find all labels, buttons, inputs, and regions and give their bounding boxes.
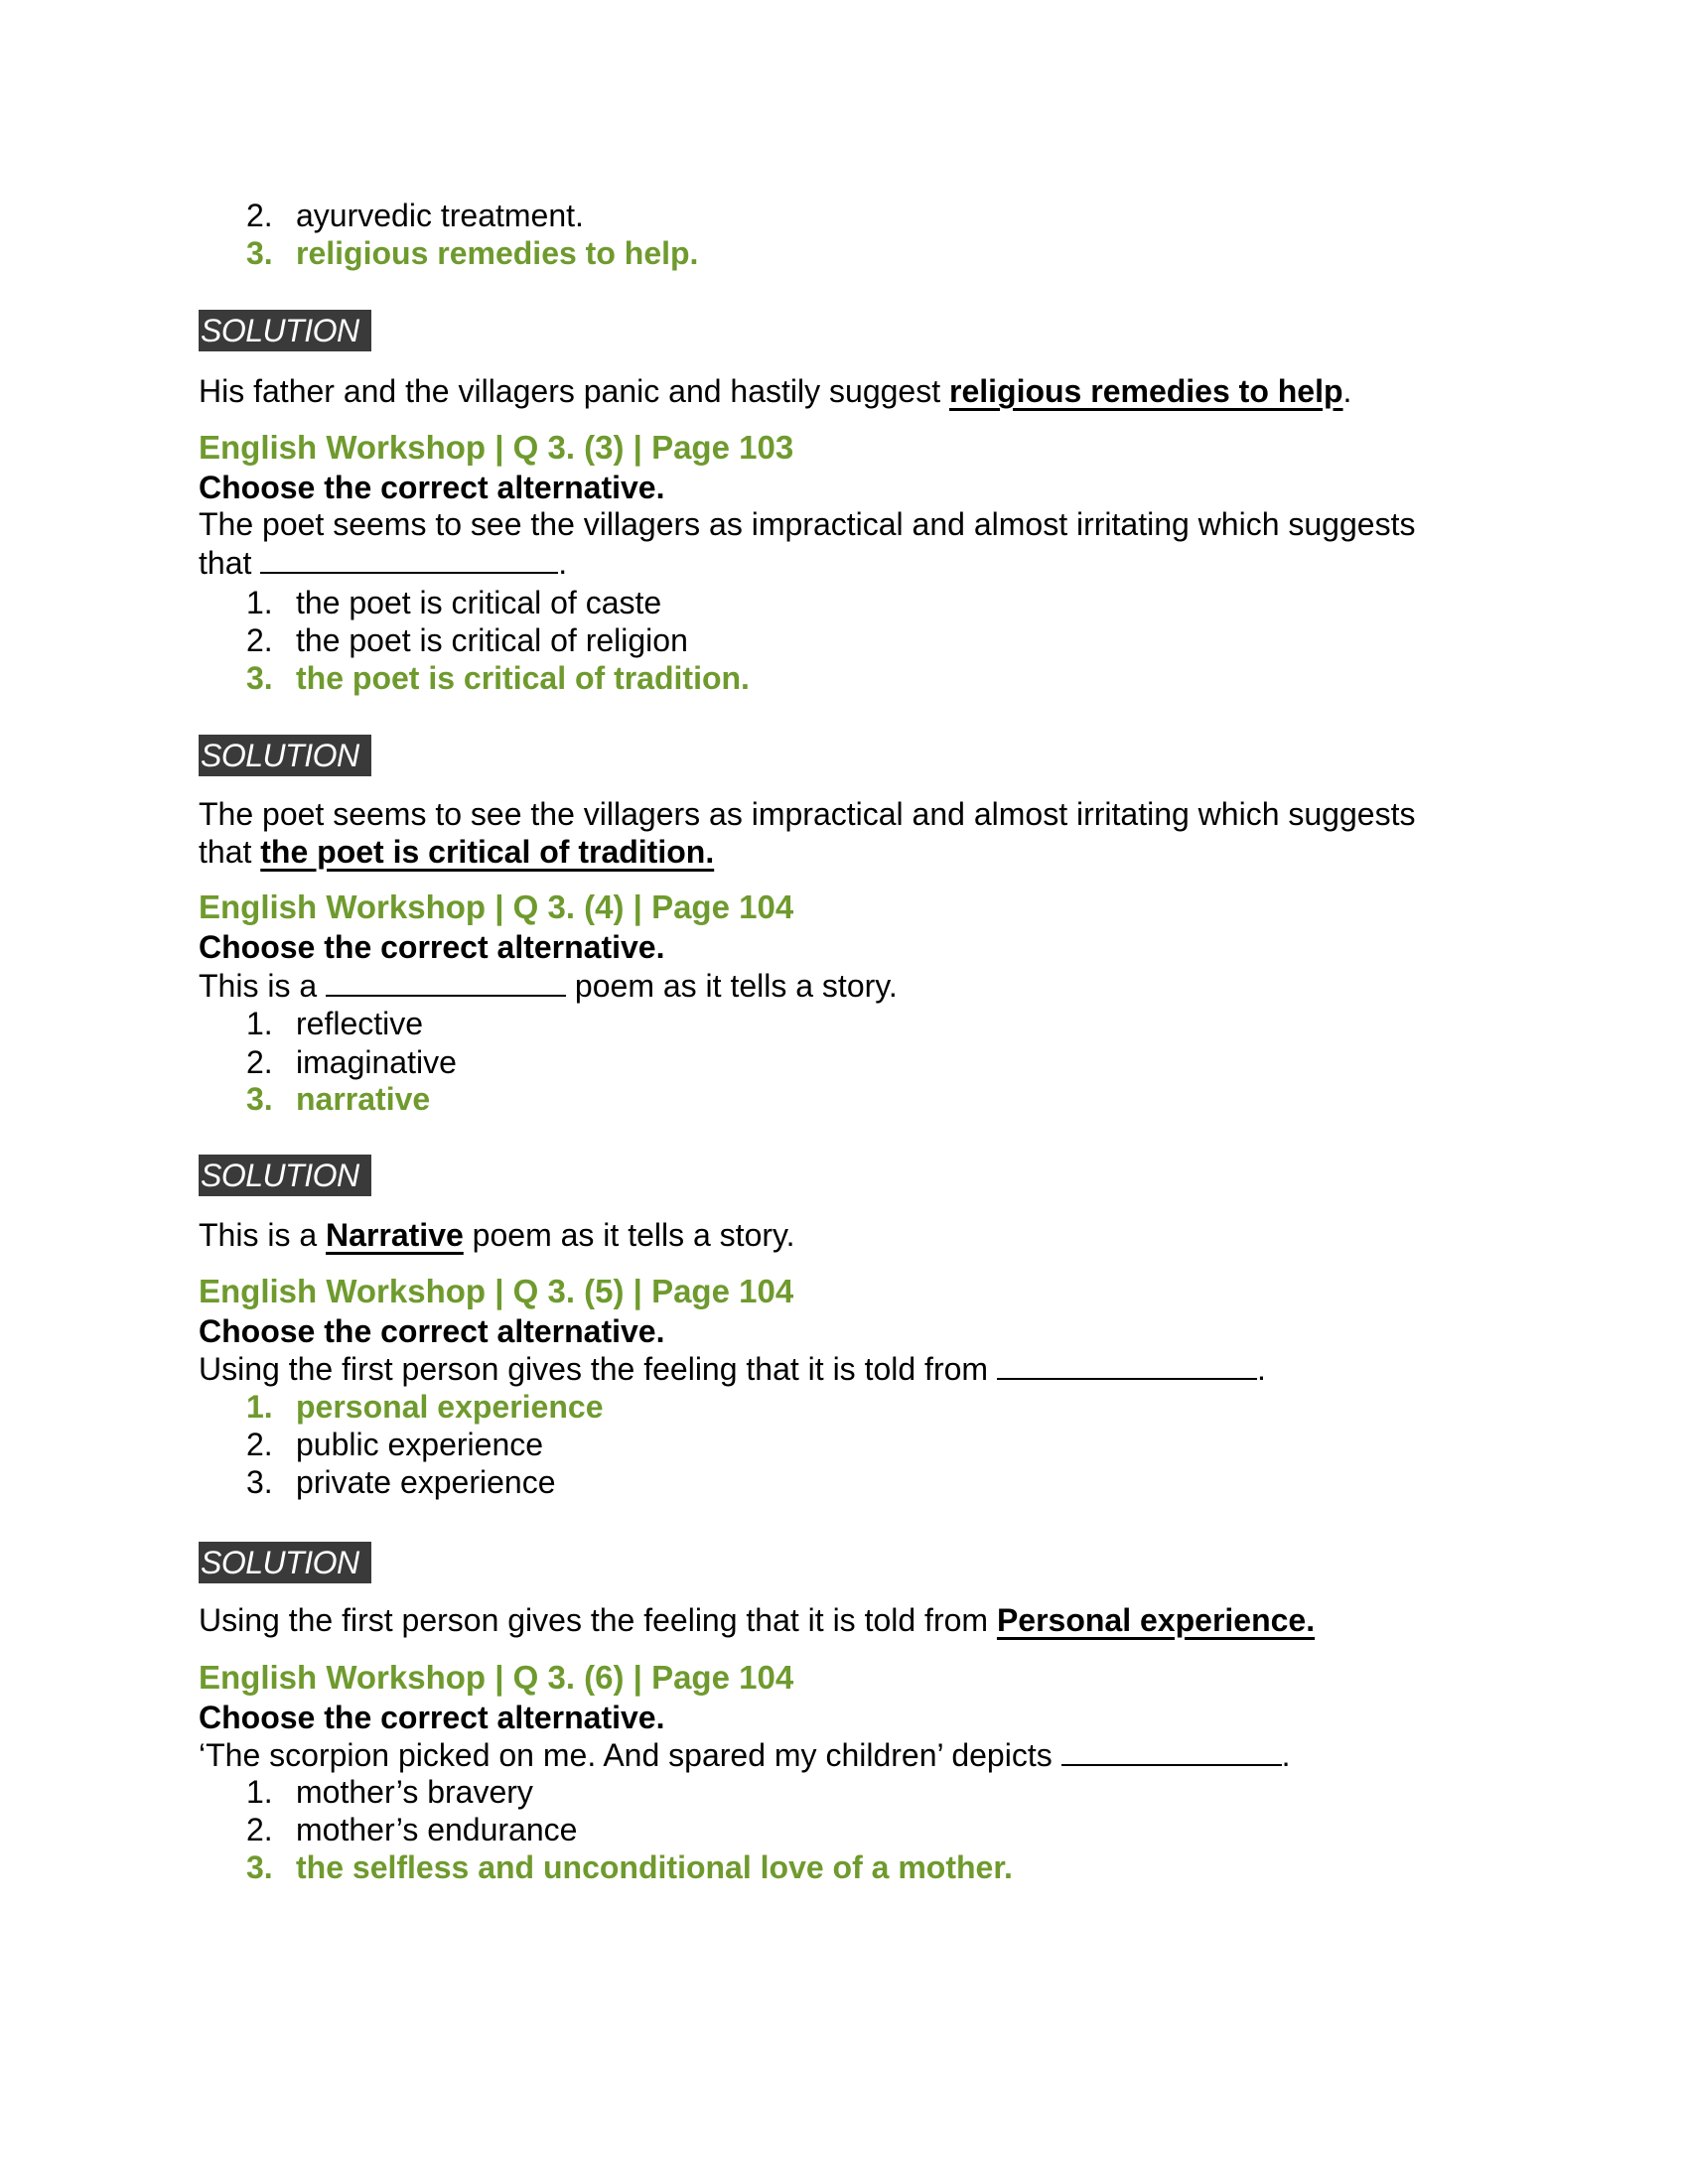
option-3-correct: 3. the selfless and unconditional love of a mother. bbox=[246, 1849, 1013, 1885]
solution-answer: Personal experience. bbox=[996, 1602, 1316, 1638]
question-text: This is a poem as it tells a story. bbox=[199, 965, 1509, 1006]
option-2: 2. public experience bbox=[246, 1427, 544, 1462]
solution-label: SOLUTION bbox=[199, 310, 371, 351]
option-2: 2. imaginative bbox=[246, 1044, 457, 1080]
option-1: 1. reflective bbox=[246, 1006, 424, 1041]
option-2: 2. the poet is critical of religion bbox=[246, 622, 688, 658]
solution-text: This is a Narrative poem as it tells a story. bbox=[199, 1217, 795, 1253]
solution-text: His father and the villagers panic and hastily suggest religious remedies to help. bbox=[199, 373, 1352, 409]
option-3-correct: 3. the poet is critical of tradition. bbox=[246, 660, 750, 696]
option-1: 1. the poet is critical of caste bbox=[246, 585, 662, 620]
option-1-correct: 1. personal experience bbox=[246, 1389, 604, 1425]
solution-answer: the poet is critical of tradition. bbox=[260, 834, 715, 870]
option-1: 1. mother’s bravery bbox=[246, 1774, 533, 1810]
question-heading: English Workshop | Q 3. (3) | Page 103 bbox=[199, 429, 794, 466]
option-3-correct: 3. religious remedies to help. bbox=[246, 235, 699, 271]
solution-label: SOLUTION bbox=[199, 1155, 371, 1196]
option-3: 3. private experience bbox=[246, 1464, 556, 1500]
solution-label: SOLUTION bbox=[199, 1542, 371, 1583]
solution-text: Using the first person gives the feeling that it is told from Personal experience. bbox=[199, 1602, 1316, 1638]
solution-answer: Narrative bbox=[326, 1217, 464, 1253]
instruction: Choose the correct alternative. bbox=[199, 1313, 665, 1349]
option-2: 2. mother’s endurance bbox=[246, 1812, 578, 1847]
question-heading: English Workshop | Q 3. (4) | Page 104 bbox=[199, 888, 794, 925]
solution-text-cont: that the poet is critical of tradition. bbox=[199, 834, 715, 870]
instruction: Choose the correct alternative. bbox=[199, 929, 665, 965]
answer-blank bbox=[1061, 1734, 1282, 1766]
solution-label: SOLUTION bbox=[199, 735, 371, 776]
answer-blank bbox=[326, 965, 566, 997]
question-heading: English Workshop | Q 3. (6) | Page 104 bbox=[199, 1659, 794, 1696]
answer-blank bbox=[997, 1348, 1257, 1380]
instruction: Choose the correct alternative. bbox=[199, 1700, 665, 1735]
option-2: 2. ayurvedic treatment. bbox=[246, 198, 584, 233]
question-text: The poet seems to see the villagers as impractical and almost irritating which suggests bbox=[199, 506, 1416, 542]
answer-blank bbox=[260, 542, 558, 574]
question-heading: English Workshop | Q 3. (5) | Page 104 bbox=[199, 1273, 794, 1309]
question-text-cont: that . bbox=[199, 542, 1509, 583]
question-text: Using the first person gives the feeling that it is told from . bbox=[199, 1348, 1509, 1389]
option-3-correct: 3. narrative bbox=[246, 1081, 431, 1117]
instruction: Choose the correct alternative. bbox=[199, 470, 665, 505]
solution-answer: religious remedies to help bbox=[948, 373, 1343, 409]
question-text: ‘The scorpion picked on me. And spared my children’ depicts . bbox=[199, 1734, 1509, 1775]
solution-text: The poet seems to see the villagers as impractical and almost irritating which suggests bbox=[199, 796, 1416, 832]
